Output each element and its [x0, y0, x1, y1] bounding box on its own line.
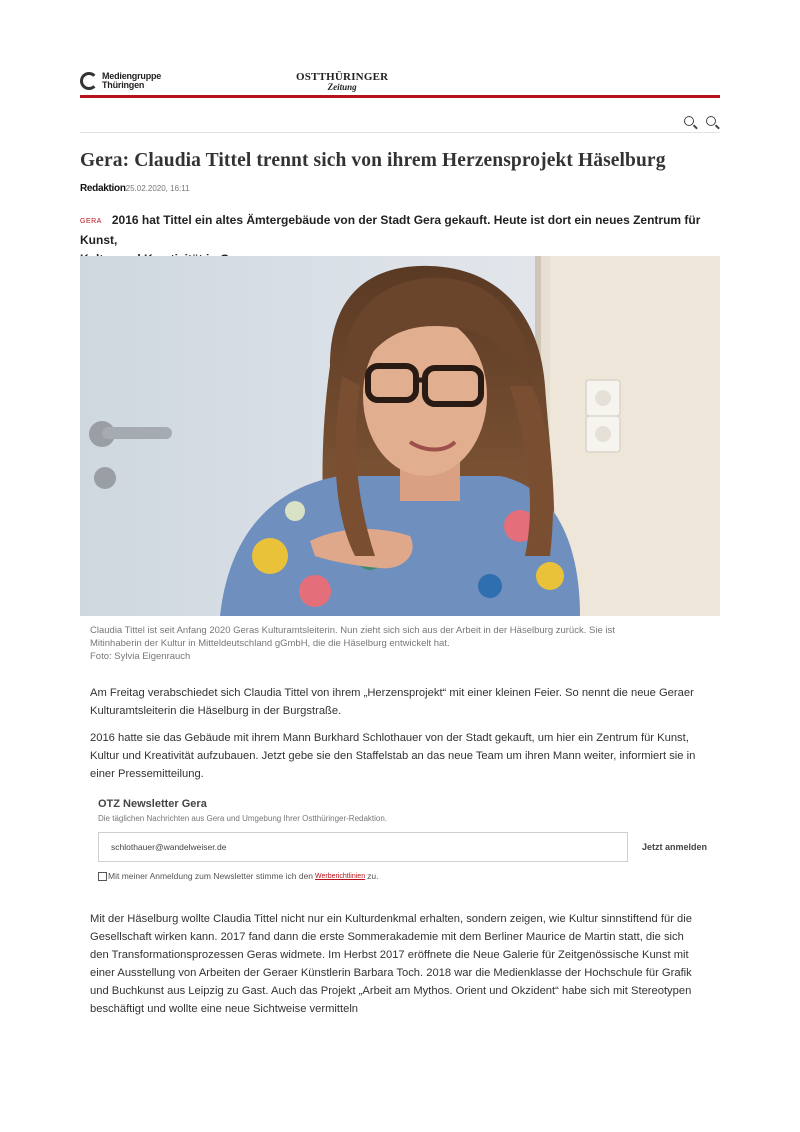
newsletter-email-input[interactable] [98, 832, 628, 862]
byline [80, 183, 190, 194]
lead-line1: 2016 hat Tittel ein altes Ämtergebäude von der Stadt Gera gekauft. Heute ist dort ein neues Zentrum für Kunst, [80, 213, 701, 247]
search-icon[interactable] [684, 116, 694, 126]
header-tools [684, 116, 716, 126]
search-icon-secondary[interactable] [706, 116, 716, 126]
newsletter-submit-button[interactable]: Jetzt anmelden [642, 842, 708, 852]
paper-name-line2: Zeitung [327, 82, 357, 92]
paper-name-line1: OSTTHÜRINGER [296, 71, 389, 83]
paragraph-line: Kultur und Kreativität aufzubauen. Jetzt gebe sie den Staffelstab an das neue Team um ihren Mann weiter, informiert sie in [90, 750, 696, 762]
newsletter-subtitle: Die täglichen Nachrichten aus Gera und Umgebung Ihrer Ostthüringer-Redaktion. [98, 814, 388, 823]
paragraph-line: 2016 hatte sie das Gebäude mit ihrem Mann Burkhard Schlothauer von der Stadt gekauft, um hier ein Zentrum für Kunst, [90, 732, 689, 744]
caption-line1: Claudia Tittel ist seit Anfang 2020 Geras Kulturamtsleiterin. Nun zieht sich sich aus der Arbeit in der Häselburg zurück. Sie ist [90, 625, 615, 636]
article-author: Redaktion [80, 183, 126, 194]
site-header [80, 70, 720, 98]
consent-text-end: zu. [367, 871, 379, 881]
paragraph-line: beschäftigt und wollte eine neue Sichtweise vermitteln [90, 1003, 359, 1015]
paragraph-line: und Buchkunst aus Leipzig zu Gast. Auch das Projekt „Arbeit am Mythos. Orient und Okzident“ habe sich mit Stereotypen [90, 985, 692, 997]
paragraph-line: einer Ausstellung von Arbeiten der Geraer Künstlerin Barbara Toch. 2018 war die Medienklasse der Hochschule für Grafik [90, 967, 692, 979]
paragraph-line: Mit der Häselburg wollte Claudia Tittel nicht nur ein Kulturdenkmal erhalten, sondern zeigen, wie Kultur sinnstiftend für die [90, 913, 692, 925]
paragraph-line: den Transformationsprozessen Geras widmete. Im Herbst 2017 eröffnete die Neue Galerie für Zeitgenössische Kunst mit [90, 949, 689, 961]
paragraph-line: einer Pressemitteilung. [90, 768, 204, 780]
newsletter-title: OTZ Newsletter Gera [98, 798, 207, 810]
caption-line2: Mitinhaberin der Kultur in Mitteldeutschland gGmbH, die die Häselburg entwickelt hat. [90, 638, 450, 649]
photo-caption [90, 624, 710, 663]
paragraph-2 [90, 729, 715, 783]
consent-checkbox[interactable] [98, 872, 107, 881]
article-photo [80, 256, 720, 616]
paragraph-line: Gesellschaft wirken kann. 2017 fand dann die erste Sommerakademie mit dem Berliner Maurice de Martin statt, die sich [90, 931, 684, 943]
mediengruppe-logo-icon [80, 72, 98, 90]
location-label: GERA [80, 218, 102, 225]
consent-terms-link[interactable]: Werberichtlinien [315, 872, 366, 880]
article-title: Gera: Claudia Tittel trennt sich von ihrem Herzensprojekt Häselburg [80, 150, 666, 171]
paragraph-line: Kulturamtsleiterin die Häselburg in der Burgstraße. [90, 705, 342, 717]
consent-text: Mit meiner Anmeldung zum Newsletter stimme ich den [108, 871, 314, 881]
mediengruppe-logo[interactable] [80, 72, 161, 90]
paragraph-line: Am Freitag verabschiedet sich Claudia Tittel von ihrem „Herzensprojekt“ mit einer kleinen Feier. So nennt die neue Geraer [90, 687, 694, 699]
toolbar-divider [80, 132, 720, 133]
newsletter-consent [98, 871, 378, 881]
publisher-line1: Mediengruppe [102, 71, 162, 81]
header-divider [80, 95, 720, 98]
paragraph-1 [90, 684, 715, 720]
photo-credit: Foto: Sylvia Eigenrauch [90, 651, 191, 662]
otz-logo[interactable] [296, 72, 388, 92]
article-date: 25.02.2020, 16:11 [125, 184, 190, 193]
publisher-line2: Thüringen [102, 80, 145, 90]
paragraph-3 [90, 910, 715, 1018]
